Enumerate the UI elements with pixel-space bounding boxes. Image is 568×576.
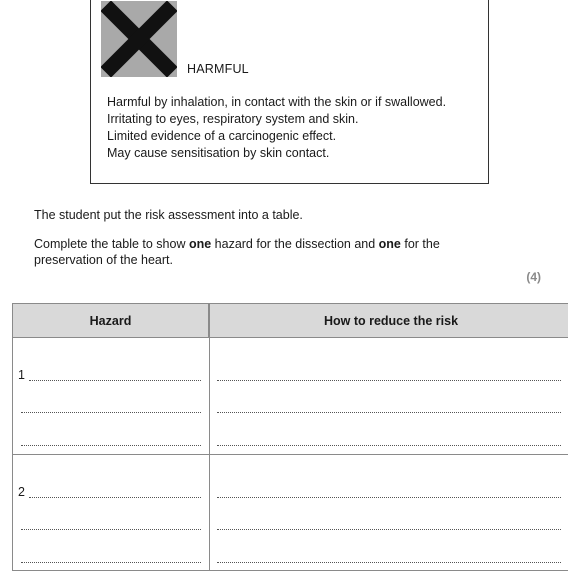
question-text	[34, 236, 440, 268]
column-divider	[209, 304, 210, 570]
answer-line-reduce[interactable]	[217, 529, 561, 530]
question-text-part: Complete the table to show	[34, 237, 189, 251]
answer-line-hazard[interactable]	[21, 529, 201, 530]
hazard-statement: Limited evidence of a carcinogenic effect.	[107, 129, 337, 143]
hazard-statement: Harmful by inhalation, in contact with the skin or if swallowed.	[107, 95, 447, 109]
hazard-statements	[107, 94, 446, 162]
emphasis-text: one	[188, 237, 212, 251]
marks-indicator: (4)	[526, 270, 541, 284]
answer-line-hazard[interactable]	[21, 562, 201, 563]
question-text-part: hazard for the dissection and	[211, 237, 379, 251]
hazard-statement: May cause sensitisation by skin contact.	[107, 146, 330, 160]
harmful-cross-icon	[101, 1, 177, 77]
question-text-part: preservation of the heart.	[34, 253, 173, 267]
answer-line-reduce[interactable]	[217, 562, 561, 563]
instruction-text: The student put the risk assessment into a table.	[34, 208, 303, 222]
row-number: 1	[18, 368, 25, 382]
answer-line-hazard[interactable]	[29, 497, 201, 498]
row-number: 2	[18, 485, 25, 499]
header-hazard: Hazard	[13, 304, 209, 337]
answer-line-reduce[interactable]	[217, 412, 561, 413]
question-text-part: for the	[400, 237, 440, 251]
answer-line-reduce[interactable]	[217, 445, 561, 446]
row-divider	[13, 454, 568, 455]
header-divider	[13, 337, 568, 338]
answer-line-hazard[interactable]	[21, 412, 201, 413]
hazard-info-panel	[90, 0, 489, 184]
answer-line-reduce[interactable]	[217, 497, 561, 498]
hazard-label: HARMFUL	[187, 62, 249, 76]
header-reduce-risk: How to reduce the risk	[209, 304, 568, 337]
emphasis-text: one	[378, 237, 401, 251]
answer-line-reduce[interactable]	[217, 380, 561, 381]
hazard-statement: Irritating to eyes, respiratory system and skin.	[107, 112, 359, 126]
answer-line-hazard[interactable]	[29, 380, 201, 381]
risk-assessment-table	[12, 303, 568, 571]
answer-line-hazard[interactable]	[21, 445, 201, 446]
